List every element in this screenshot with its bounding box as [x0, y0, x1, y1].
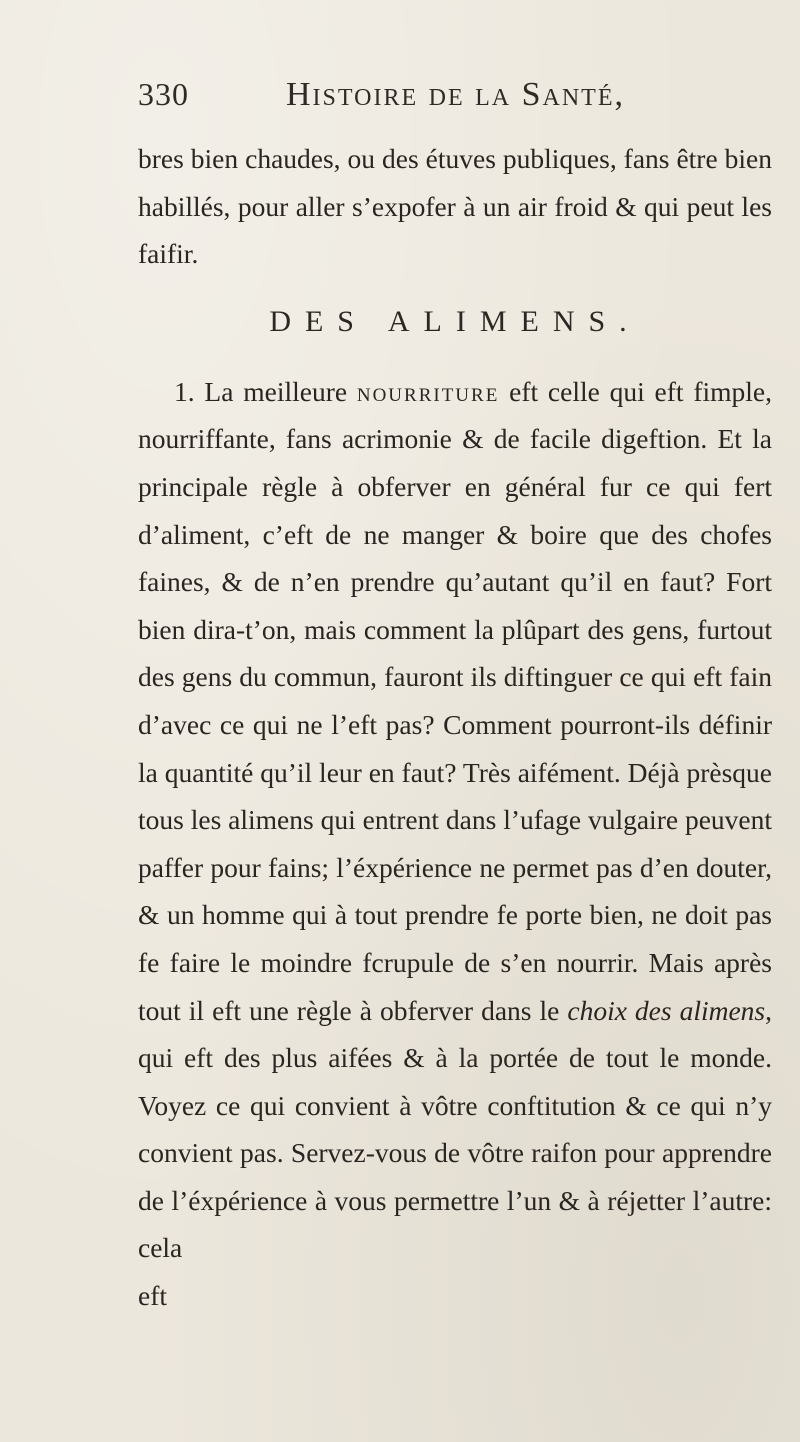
- paragraph-text-2: eft celle qui eft fimple, nourriffante, fans acrimonie & de facile digeftion. Et la principale règle à obferver en général fur ce qui fert d’aliment, c’eft de ne manger & boire que des chofes faines, & de n’en prendre qu’autant qu’il en faut? Fort bien dira-t’on, mais comment la plûpart des gens, furtout des gens du commun, fauront ils diftinguer ce qui eft fain d’avec ce qui ne l’eft pas? Comment pourront-ils définir la quantité qu’il leur en faut? Très aifément. Déjà prèsque tous les alimens qui entrent dans l’ufage vulgaire peuvent paffer pour fains; l’éxpérience ne permet pas d’en douter, & un homme qui à tout prendre fe porte bien, ne doit pas fe faire le moindre fcrupule de s’en nourrir. Mais après tout il eft une règle à obferver dans le: [138, 375, 772, 1026]
- paragraph-text-1: La meilleure: [194, 375, 357, 407]
- smallcaps-term: nourriture: [356, 375, 500, 407]
- italic-phrase: choix des alimens: [567, 994, 766, 1026]
- running-head: [138, 76, 758, 116]
- page-number: 330: [138, 76, 189, 112]
- running-title: Histoire de la Santé,: [286, 76, 625, 113]
- main-paragraph: [138, 368, 772, 1272]
- paragraph-number: 1.: [174, 375, 195, 407]
- body-text: [138, 135, 772, 1320]
- paragraph-text-3: , qui eft des plus aifées & à la portée de tout le monde. Voyez ce qui convient à vôtre conftitution & ce qui n’y convient pas. Servez-vous de vôtre raifon pour apprendre de l’éxpérience à vous permettre l’un & à réjetter l’autre: cela: [138, 994, 772, 1264]
- catchword: eft: [138, 1280, 168, 1312]
- intro-paragraph: bres bien chaudes, ou des étuves publiques, fans être bien habillés, pour aller s’expofer à un air froid & qui peut les faifir.: [138, 143, 772, 270]
- section-heading: DES ALIMENS.: [269, 304, 641, 338]
